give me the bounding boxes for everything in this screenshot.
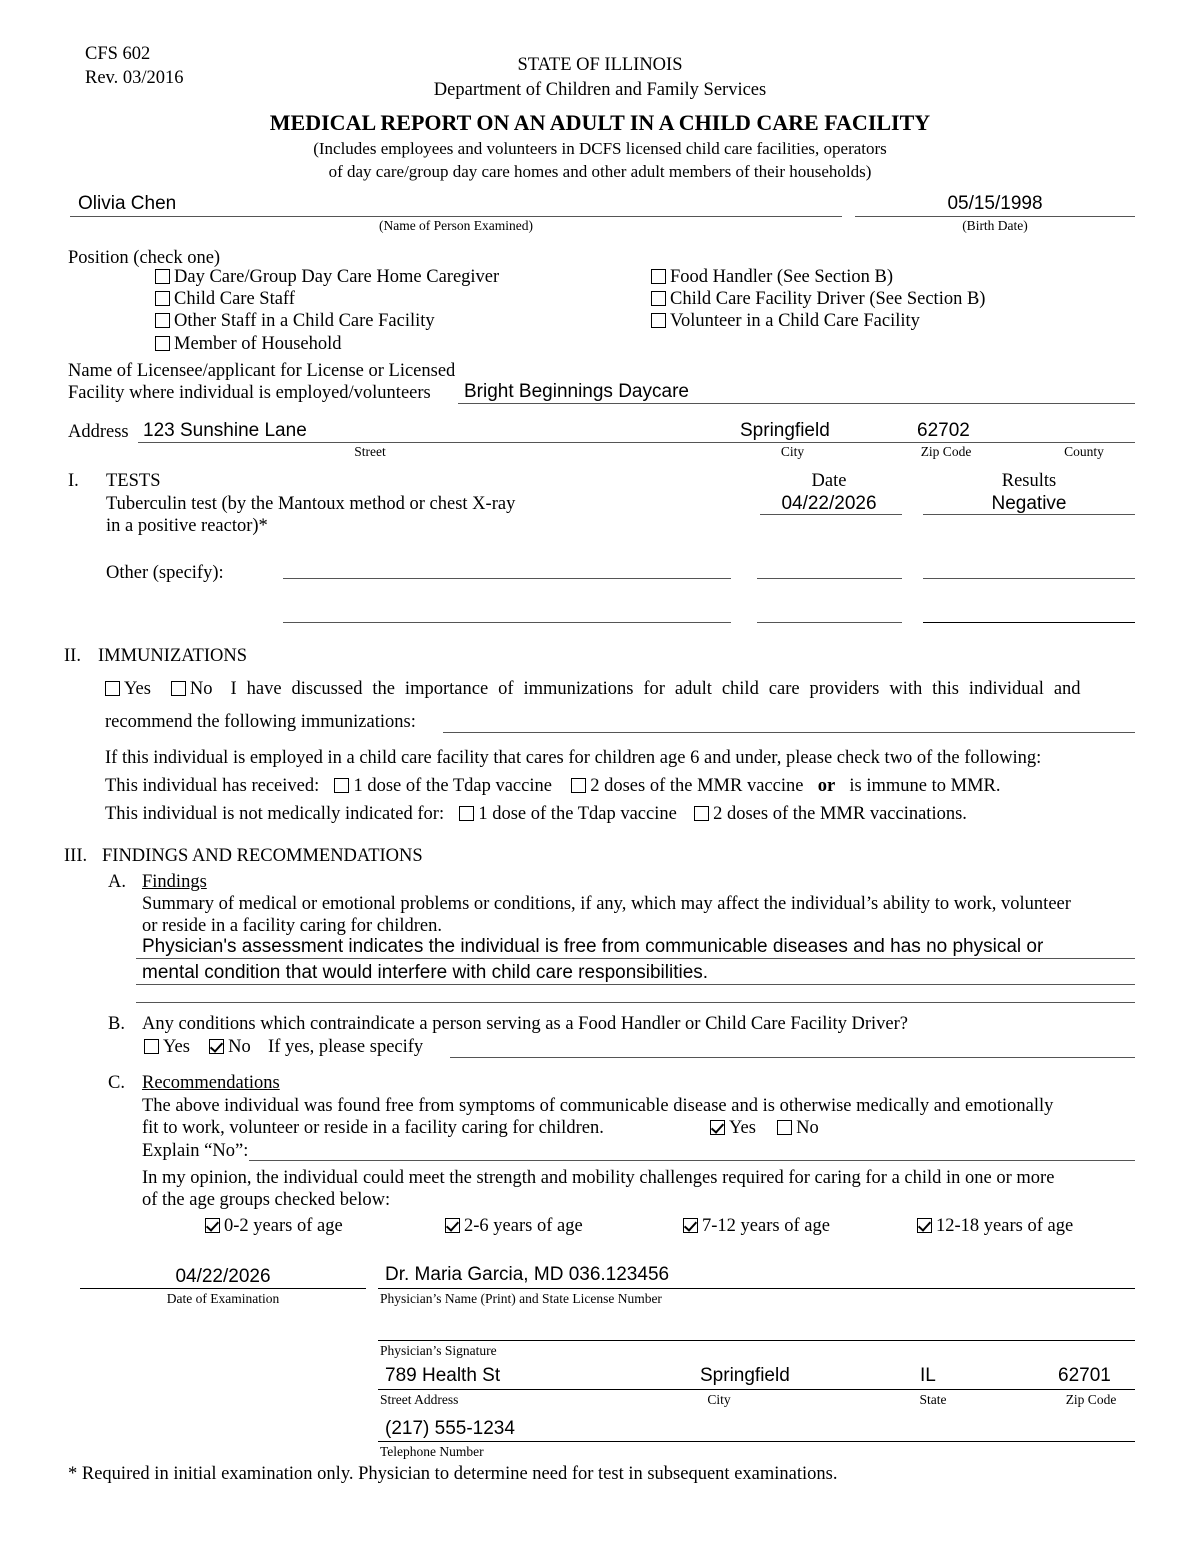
form-revision: Rev. 03/2016 — [85, 68, 184, 88]
findings-b-question: Any conditions which contraindicate a person serving as a Food Handler or Child Care Facility Driver? — [142, 1014, 909, 1034]
department-name: Department of Children and Family Services — [433, 80, 767, 100]
findings-c-opinion-line-2: of the age groups checked below: — [142, 1190, 391, 1210]
subtitle-line-2: of day care/group day care homes and other adult members of their households) — [328, 162, 872, 181]
physician-street-value[interactable]: 789 Health St — [385, 1365, 501, 1386]
name-of-person-examined-value[interactable]: Olivia Chen — [78, 193, 177, 214]
position-option-other-staff[interactable] — [155, 311, 435, 332]
age-group-option-2-6[interactable] — [445, 1216, 583, 1237]
facility-label-line-1: Name of Licensee/applicant for License or Licensed — [68, 361, 456, 381]
tests-date-header: Date — [811, 471, 847, 491]
position-option-day-care-caregiver[interactable] — [155, 267, 499, 288]
immunizations-no-label: No — [189, 679, 213, 699]
checkbox-child-care-facility-driver[interactable] — [651, 291, 666, 306]
position-option-label: Other Staff in a Child Care Facility — [174, 311, 435, 331]
checkbox-day-care-caregiver[interactable] — [155, 269, 170, 284]
position-option-facility-driver[interactable] — [651, 289, 985, 310]
immunizations-recommend-underline — [443, 732, 1135, 733]
findings-c-statement-line-2: fit to work, volunteer or reside in a facility caring for children. — [142, 1118, 604, 1138]
findings-b-yes-label: Yes — [163, 1037, 190, 1057]
tuberculin-line-1: Tuberculin test (by the Mantoux method or chest X-ray — [106, 494, 516, 514]
immunizations-received-tail: is immune to MMR. — [849, 776, 1001, 796]
checkbox-received-tdap[interactable] — [334, 778, 349, 793]
position-option-label: Child Care Staff — [174, 289, 295, 309]
findings-c-yes-label: Yes — [729, 1118, 756, 1138]
immunizations-recommend-label: recommend the following immunizations: — [105, 712, 416, 732]
checkbox-age-12-18[interactable] — [917, 1218, 932, 1233]
findings-c-letter: C. — [108, 1073, 125, 1093]
physician-zip-caption: Zip Code — [1065, 1392, 1117, 1407]
position-option-label: Day Care/Group Day Care Home Caregiver — [174, 267, 500, 287]
position-option-food-handler[interactable] — [651, 267, 893, 288]
birth-date-value[interactable]: 05/15/1998 — [947, 193, 1043, 214]
findings-c-explain-underline — [249, 1160, 1135, 1161]
other-date-underline-1 — [757, 578, 902, 579]
findings-a-underline-3 — [136, 1002, 1135, 1003]
physician-state-value[interactable]: IL — [920, 1365, 936, 1386]
age-group-option-12-18[interactable] — [917, 1216, 1073, 1237]
facility-underline — [458, 403, 1135, 404]
immunizations-received-row — [105, 776, 1001, 797]
findings-b-letter: B. — [108, 1014, 125, 1034]
findings-b-answer-row — [144, 1037, 423, 1058]
tuberculin-date-underline — [760, 514, 902, 515]
findings-b-no-label: No — [228, 1037, 251, 1057]
immunizations-not-indicated-mmr-label: 2 doses of the MMR vaccinations. — [713, 804, 967, 824]
other-result-underline-2 — [923, 622, 1135, 623]
immunizations-age6-note: If this individual is employed in a child care facility that cares for children age 6 and under, please check two of the following: — [105, 748, 1042, 768]
checkbox-member-of-household[interactable] — [155, 336, 170, 351]
checkbox-c-no[interactable] — [777, 1120, 792, 1135]
address-city-caption: City — [780, 444, 805, 459]
immunizations-received-or: or — [817, 776, 836, 796]
exam-date-underline — [80, 1288, 366, 1289]
position-option-member-household[interactable] — [155, 334, 342, 355]
immunizations-not-indicated-tdap-label: 1 dose of the Tdap vaccine — [478, 804, 677, 824]
tuberculin-result-value[interactable]: Negative — [991, 493, 1067, 514]
checkbox-b-yes[interactable] — [144, 1039, 159, 1054]
findings-heading: FINDINGS AND RECOMMENDATIONS — [102, 846, 423, 866]
immunizations-not-indicated-row — [105, 804, 967, 825]
age-group-label: 0-2 years of age — [224, 1216, 343, 1236]
position-heading: Position (check one) — [68, 248, 221, 268]
address-street-caption: Street — [354, 444, 386, 459]
address-street-value[interactable]: 123 Sunshine Lane — [143, 420, 307, 441]
checkbox-age-7-12[interactable] — [683, 1218, 698, 1233]
other-specify-underline-2 — [283, 622, 731, 623]
immunizations-statement: I have discussed the importance of immunizations for adult child care providers with this individual and — [230, 679, 1081, 699]
address-underline — [138, 442, 1135, 443]
findings-c-title: Recommendations — [142, 1073, 280, 1093]
checkbox-age-2-6[interactable] — [445, 1218, 460, 1233]
position-option-label: Food Handler (See Section B) — [670, 267, 893, 287]
facility-name-value[interactable]: Bright Beginnings Daycare — [464, 381, 689, 402]
tests-results-header: Results — [1001, 471, 1057, 491]
tests-heading: TESTS — [106, 471, 161, 491]
immunizations-heading: IMMUNIZATIONS — [98, 646, 248, 666]
age-group-option-7-12[interactable] — [683, 1216, 830, 1237]
exam-date-value[interactable]: 04/22/2026 — [175, 1266, 271, 1287]
findings-a-title: Findings — [142, 872, 207, 892]
findings-c-explain-label: Explain “No”: — [142, 1141, 249, 1161]
address-zip-caption: Zip Code — [920, 444, 972, 459]
findings-a-prompt-line-2: or reside in a facility caring for children. — [142, 916, 442, 936]
physician-phone-underline — [378, 1441, 1135, 1442]
physician-zip-value[interactable]: 62701 — [1058, 1365, 1111, 1386]
other-specify-underline-1 — [283, 578, 731, 579]
findings-numeral: III. — [64, 846, 88, 866]
other-specify-label: Other (specify): — [106, 563, 224, 583]
page-title: MEDICAL REPORT ON AN ADULT IN A CHILD CARE FACILITY — [269, 110, 931, 135]
subtitle-line-1: (Includes employees and volunteers in DCFS licensed child care facilities, operators — [313, 139, 887, 158]
findings-a-value-line-2[interactable]: mental condition that would interfere with child care responsibilities. — [142, 962, 709, 983]
checkbox-not-indicated-tdap[interactable] — [459, 806, 474, 821]
immunizations-received-tdap-label: 1 dose of the Tdap vaccine — [353, 776, 552, 796]
physician-name-underline — [378, 1288, 1135, 1289]
findings-a-value-line-1[interactable]: Physician's assessment indicates the individual is free from communicable diseases and has no physical or — [142, 936, 1044, 957]
findings-a-underline-1 — [136, 958, 1135, 959]
findings-b-specify-label: If yes, please specify — [268, 1037, 424, 1057]
physician-name-value[interactable]: Dr. Maria Garcia, MD 036.123456 — [385, 1264, 670, 1285]
birth-date-underline — [855, 216, 1135, 217]
form-number: CFS 602 — [85, 44, 151, 64]
address-label: Address — [68, 422, 129, 442]
checkbox-immunizations-no[interactable] — [171, 681, 186, 696]
physician-street-caption: Street Address — [380, 1392, 459, 1407]
position-option-label: Child Care Facility Driver (See Section B) — [670, 289, 986, 309]
exam-date-caption: Date of Examination — [166, 1291, 280, 1306]
checkbox-c-yes[interactable] — [710, 1120, 725, 1135]
position-option-label: Volunteer in a Child Care Facility — [670, 311, 920, 331]
birth-date-caption: (Birth Date) — [962, 218, 1028, 233]
physician-state-caption: State — [919, 1392, 947, 1407]
physician-signature-underline — [378, 1340, 1135, 1341]
findings-c-statement-line-1: The above individual was found free from symptoms of communicable disease and is otherwise medically and emotionally — [142, 1096, 1054, 1116]
physician-signature-caption: Physician’s Signature — [380, 1343, 497, 1358]
checkbox-b-no[interactable] — [209, 1039, 224, 1054]
address-county-caption: County — [1064, 444, 1104, 459]
physician-phone-value[interactable]: (217) 555-1234 — [385, 1418, 515, 1439]
other-date-underline-2 — [757, 622, 902, 623]
checkbox-received-mmr[interactable] — [571, 778, 586, 793]
immunizations-received-label: This individual has received: — [105, 776, 320, 796]
findings-a-prompt-line-1: Summary of medical or emotional problems or conditions, if any, which may affect the individual’s ability to work, volunteer — [142, 894, 1071, 914]
facility-label-line-2: Facility where individual is employed/volunteers — [68, 383, 431, 403]
position-option-label: Member of Household — [174, 334, 342, 354]
age-group-label: 7-12 years of age — [702, 1216, 830, 1236]
state-heading: STATE OF ILLINOIS — [517, 55, 683, 75]
checkbox-immunizations-yes[interactable] — [105, 681, 120, 696]
checkbox-age-0-2[interactable] — [205, 1218, 220, 1233]
tuberculin-date-value[interactable]: 04/22/2026 — [781, 493, 877, 514]
physician-name-caption: Physician’s Name (Print) and State License Number — [380, 1291, 662, 1306]
immunizations-received-mmr-label: 2 doses of the MMR vaccine — [590, 776, 804, 796]
address-city-value[interactable]: Springfield — [740, 420, 830, 441]
checkbox-child-care-staff[interactable] — [155, 291, 170, 306]
checkbox-volunteer[interactable] — [651, 313, 666, 328]
position-option-child-care-staff[interactable] — [155, 289, 295, 310]
other-result-underline-1 — [923, 578, 1135, 579]
age-group-label: 12-18 years of age — [936, 1216, 1074, 1236]
age-group-option-0-2[interactable] — [205, 1216, 343, 1237]
address-zip-value[interactable]: 62702 — [917, 420, 970, 441]
physician-city-caption: City — [707, 1392, 731, 1407]
tuberculin-result-underline — [923, 514, 1135, 515]
findings-a-letter: A. — [108, 872, 126, 892]
findings-a-underline-2 — [136, 984, 1135, 985]
footnote: * Required in initial examination only. Physician to determine need for test in subsequent examinations. — [68, 1464, 838, 1484]
position-option-volunteer[interactable] — [651, 311, 920, 332]
findings-c-no-label: No — [796, 1118, 819, 1138]
checkbox-not-indicated-mmr[interactable] — [694, 806, 709, 821]
findings-c-opinion-line-1: In my opinion, the individual could meet the strength and mobility challenges required for caring for a child in one or more — [142, 1168, 1055, 1188]
name-caption: (Name of Person Examined) — [378, 218, 534, 233]
tuberculin-line-2: in a positive reactor)* — [106, 516, 268, 536]
immunizations-discussed-row — [105, 679, 1135, 700]
immunizations-not-indicated-label: This individual is not medically indicated for: — [105, 804, 445, 824]
physician-city-value[interactable]: Springfield — [700, 1365, 790, 1386]
age-group-label: 2-6 years of age — [464, 1216, 583, 1236]
checkbox-food-handler[interactable] — [651, 269, 666, 284]
checkbox-other-staff[interactable] — [155, 313, 170, 328]
physician-address-underline — [378, 1389, 1135, 1390]
name-underline — [70, 216, 842, 217]
immunizations-yes-label: Yes — [124, 679, 151, 699]
findings-c-answer-row — [710, 1118, 819, 1139]
immunizations-numeral: II. — [64, 646, 81, 666]
physician-phone-caption: Telephone Number — [380, 1444, 484, 1459]
findings-b-specify-underline — [450, 1057, 1135, 1058]
tests-numeral: I. — [68, 471, 79, 491]
